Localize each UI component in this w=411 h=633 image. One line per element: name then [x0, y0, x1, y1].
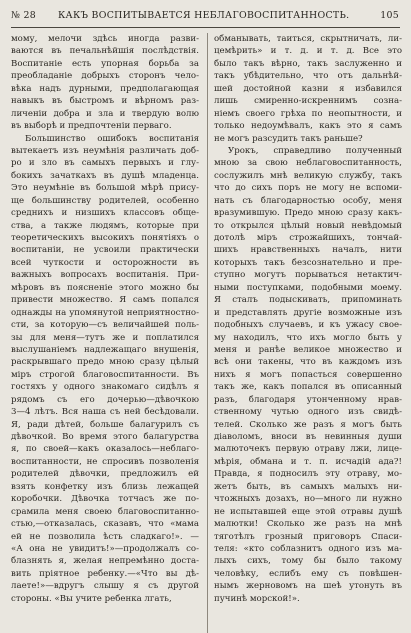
text-line: вытекаетъ изъ неумѣнія различать доб- [11, 145, 199, 156]
text-line: цемѣрить» и т. д. и т. д. Все это [214, 46, 402, 57]
text-line: Воспитаніе есть упорная борьба за [11, 58, 199, 69]
text-line: стью,—отказалась, сказавъ, что «мама [11, 519, 199, 530]
text-line: нихъ я могъ попасться совершенно [214, 369, 402, 380]
text-line: сослужилъ мнѣ великую службу, такъ [214, 170, 402, 181]
text-line: теоретическихъ высокихъ понятіяхъ о [11, 233, 199, 243]
text-line: зы для меня—тутъ же и поплатился [11, 332, 199, 343]
text-line: Я сталъ подыскивать, припоминать [214, 295, 402, 306]
text-line: воспитаніи, не усвоили практически [11, 245, 199, 256]
text-line: въ выборѣ и предпочтеніи перваго. [11, 121, 172, 132]
text-line: которыхъ такъ безсознательно и пре- [214, 257, 402, 268]
text-line: вразумившую. Предо мною сразу какъ- [214, 208, 402, 219]
text-line: Я, ради дѣтей, больше балагурилъ съ [11, 419, 199, 430]
text-line: коробочки. Дѣвочка тотчасъ же по- [11, 494, 199, 505]
text-line: среднихъ и низшихъ классовъ обще- [11, 208, 199, 219]
text-line: жетъ быть, въ самыхъ малыхъ ни- [214, 481, 402, 492]
text-line: ными поступками, подобными моему. [214, 282, 402, 293]
text-line: человѣку, еслибъ ему съ повѣшен- [214, 568, 402, 579]
text-line: преобладаніе добрыхъ сторонъ чело- [11, 71, 199, 82]
text-line: нать съ благодарностью особу, меня [214, 195, 402, 206]
text-line: срамила меня своею благовоспитанно- [11, 506, 199, 517]
text-line: шей достойной казни я избавился [214, 83, 402, 94]
text-line: тяготѣлъ грозный приговоръ Спаси- [214, 531, 402, 542]
text-line: разъ, благодаря утонченному нрав- [214, 394, 402, 405]
text-line: дотолѣ міръ строжайшихъ, тончай- [214, 233, 402, 243]
text-line: личеніи добра и зла и твердую волю [11, 108, 199, 119]
text-line: не могъ разсудить такъ раньше? [214, 133, 363, 144]
text-line: ваются въ печальнѣйшія послѣдствія. [11, 46, 199, 57]
text-line: Урокъ, справедливо полученный [228, 145, 402, 156]
text-line: ро и зло въ самыхъ первыхъ и глу- [11, 158, 199, 169]
text-line: бокихъ зачаткахъ въ душѣ младенца. [11, 170, 199, 181]
text-line: выслушаніемъ надлежащаго внушенія, [11, 344, 199, 355]
text-line: малютки! Сколько же разъ на мнѣ [214, 519, 402, 530]
text-line: такъ же, какъ попался въ описанный [214, 382, 402, 393]
text-line: мому, мелочи здѣсь иногда разви- [11, 34, 199, 44]
text-line: ніемъ своего грѣха по неопытности, и [214, 108, 402, 119]
text-line: ственному чутью одного изъ свидѣ- [214, 407, 402, 418]
text-line: ступно могутъ порываться нетактич- [214, 270, 402, 281]
text-columns [11, 33, 400, 633]
text-line: я, по своей—какъ оказалось—неблаго- [11, 444, 199, 455]
text-line: что до сихъ поръ не могу не вспоми- [214, 183, 402, 194]
text-line: чтожныхъ дозахъ, но—много ли нужно [214, 494, 402, 505]
text-line: ей не позволила ѣсть сладкаго!». — [11, 531, 199, 542]
text-line: навыкъ въ быстромъ и вѣрномъ раз- [11, 96, 199, 107]
text-line: блазнять я, желая непремѣнно доста- [11, 556, 199, 567]
text-line: важныхъ вопросахъ воспитанія. При- [11, 270, 199, 281]
column-divider [207, 33, 208, 633]
text-line: мною за свою неблаговоспитанность, [214, 158, 402, 169]
text-line: подобныхъ случаевъ, и къ ужасу свое- [214, 320, 402, 331]
text-line: малюточекъ первую отраву лжи, лице- [214, 444, 402, 455]
text-line: меня и ранѣе великое множество и [214, 344, 402, 355]
page-number: 105 [380, 10, 399, 21]
text-line: пучинѣ морской!». [214, 593, 300, 604]
text-line: «А она не увидитъ!»—продолжалъ со- [11, 543, 199, 554]
text-line: мѣровъ въ поясненіе этого можно бы [11, 282, 199, 293]
running-header [11, 9, 400, 23]
text-line: міръ строгой благовоспитанности. Въ [11, 369, 199, 380]
text-line: обманывать, таиться, скрытничать, ли- [214, 34, 402, 44]
text-line: теля: «кто соблазнитъ одного изъ ма- [214, 543, 402, 554]
text-line: воспитанности, не спросивъ позволенія [11, 456, 199, 467]
text-line: 3—4 лѣтъ. Вся наша съ ней бесѣдовали. [11, 407, 199, 418]
text-line: всѣ они такены, что въ каждомъ изъ [214, 357, 402, 368]
left-column [11, 33, 199, 605]
text-line: му находилъ, что ихъ могло быть у [214, 332, 402, 343]
text-line: сти, за которую—съ величайшей поль- [11, 320, 199, 331]
text-line: ще большинству родителей, особенно [11, 195, 199, 206]
text-line: всей чуткости и осторожности въ [11, 257, 199, 268]
text-line: діаволомъ, вноси въ невинныя души [214, 432, 402, 442]
text-line: такъ убѣдительно, что отъ дальнѣй- [214, 71, 402, 82]
text-line: телей. Сколько же разъ я могъ быть [214, 419, 402, 430]
text-line: однажды на упомянутой неприятностно- [11, 307, 199, 318]
text-line: вѣка надъ дурными, предполагающая [11, 83, 199, 94]
text-line: дѣвочкой. Во время этого балагурства [11, 432, 199, 442]
text-line: не испытавшей еще этой отравы душѣ [214, 506, 402, 517]
text-line: лыхъ сихъ, тому бы было такому [214, 556, 402, 567]
text-line: Правда, я подносилъ эту отраву, мо- [214, 469, 402, 480]
text-line: мѣрія, обмана и т. п. исчадій ада?! [214, 456, 402, 467]
header-rule [11, 27, 400, 28]
text-line: привести множество. Я самъ попался [11, 295, 199, 306]
text-line: раскрывшаго предо мною сразу цѣлый [11, 357, 199, 368]
text-line: было такъ вѣрно, такъ заслуженно и [214, 58, 402, 69]
text-line: стороны. «Вы учите ребенка лгать, [11, 593, 172, 604]
text-line: рядомъ съ его дочерью—дѣвочкою [11, 394, 199, 405]
text-line: Это неумѣніе въ большой мѣрѣ прису- [11, 183, 199, 194]
text-line: нымъ жерновомъ на шеѣ утонуть въ [214, 581, 402, 592]
text-line: то открылся цѣлый новый невѣдомый [214, 220, 402, 231]
issue-number: № 28 [11, 10, 36, 21]
text-line: родителей дѣвочки, предложилъ ей [11, 469, 199, 480]
text-line: вить пріятное ребенку.—«Что вы дѣ- [11, 568, 199, 579]
text-line: лаете!»—вдругъ слышу я съ другой [11, 581, 199, 592]
text-line: только недоумѣвалъ, какъ это я самъ [214, 121, 402, 132]
article-title: КАКЪ ВОСПИТЫВАЕТСЯ НЕБЛАГОВОСПИТАННОСТЬ. [58, 10, 350, 21]
right-column [214, 33, 402, 605]
text-line: ства, а также людямъ, которые при [11, 220, 199, 231]
text-line: и представлять другіе возможные изъ [214, 307, 402, 318]
text-line: шихъ нравственныхъ началъ, нити [214, 245, 402, 256]
text-line: взять конфетку изъ близь лежащей [11, 481, 199, 492]
text-line: лишь смиренно-искреннимъ созна- [214, 96, 402, 107]
text-line: гостяхъ у одного знакомаго сидѣлъ я [11, 382, 199, 393]
text-line: Большинство ошибокъ воспитанія [25, 133, 199, 144]
